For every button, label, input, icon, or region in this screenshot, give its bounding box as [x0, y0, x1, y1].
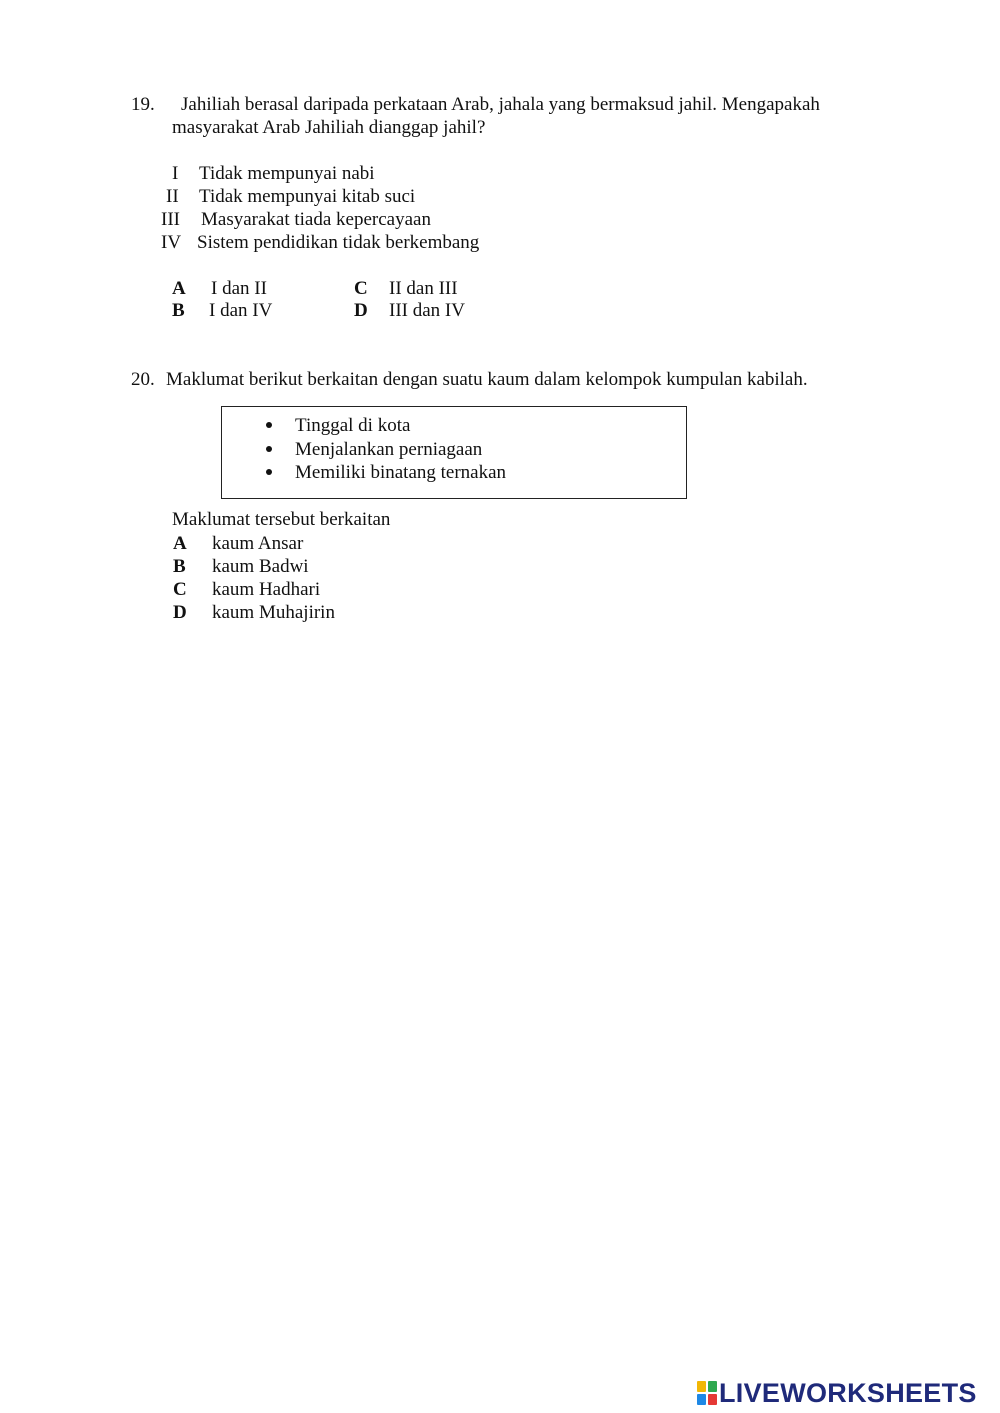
statement-text: Sistem pendidikan tidak berkembang [197, 232, 480, 253]
question-number: 20. [131, 369, 155, 390]
question-number: 19. [131, 94, 155, 115]
question-text-line2: masyarakat Arab Jahiliah dianggap jahil? [172, 117, 486, 138]
statement-numeral: I [172, 163, 179, 184]
bullet-icon [266, 422, 272, 428]
question-text: Maklumat berikut berkaitan dengan suatu kaum dalam kelompok kumpulan kabilah. [166, 369, 808, 390]
option-letter: B [173, 556, 186, 577]
option-letter: D [354, 300, 368, 321]
statement-numeral: II [166, 186, 179, 207]
info-item: Memiliki binatang ternakan [295, 462, 507, 483]
option-letter: A [172, 278, 186, 299]
option-letter: B [172, 300, 185, 321]
logo-tile [708, 1394, 717, 1405]
logo-tile [708, 1381, 717, 1392]
option-text: I dan IV [209, 300, 273, 321]
option-text: kaum Hadhari [212, 579, 321, 600]
statement-numeral: IV [161, 232, 182, 253]
question-text-line1: Jahiliah berasal daripada perkataan Arab, jahala yang bermaksud jahil. Mengapakah [181, 94, 820, 115]
option-text: kaum Muhajirin [212, 602, 335, 623]
logo-tile [697, 1381, 706, 1392]
statement-text: Tidak mempunyai kitab suci [199, 186, 416, 207]
logo-tile [697, 1394, 706, 1405]
logo-text: LIVEWORKSHEETS [719, 1377, 977, 1408]
option-letter: D [173, 602, 187, 623]
option-text: II dan III [389, 278, 458, 299]
statement-text: Tidak mempunyai nabi [199, 163, 375, 184]
logo-icon [697, 1381, 717, 1405]
info-item: Tinggal di kota [295, 415, 411, 436]
bullet-icon [266, 469, 272, 475]
liveworksheets-logo [697, 1377, 977, 1408]
option-letter: C [354, 278, 368, 299]
statement-numeral: III [161, 209, 180, 230]
bullet-icon [266, 446, 272, 452]
option-text: III dan IV [389, 300, 465, 321]
option-text: I dan II [211, 278, 267, 299]
option-letter: C [173, 579, 187, 600]
statement-text: Masyarakat tiada kepercayaan [201, 209, 431, 230]
option-text: kaum Badwi [212, 556, 309, 577]
option-text: kaum Ansar [212, 533, 304, 554]
option-letter: A [173, 533, 187, 554]
follow-up-text: Maklumat tersebut berkaitan [172, 509, 391, 530]
info-item: Menjalankan perniagaan [295, 439, 483, 460]
